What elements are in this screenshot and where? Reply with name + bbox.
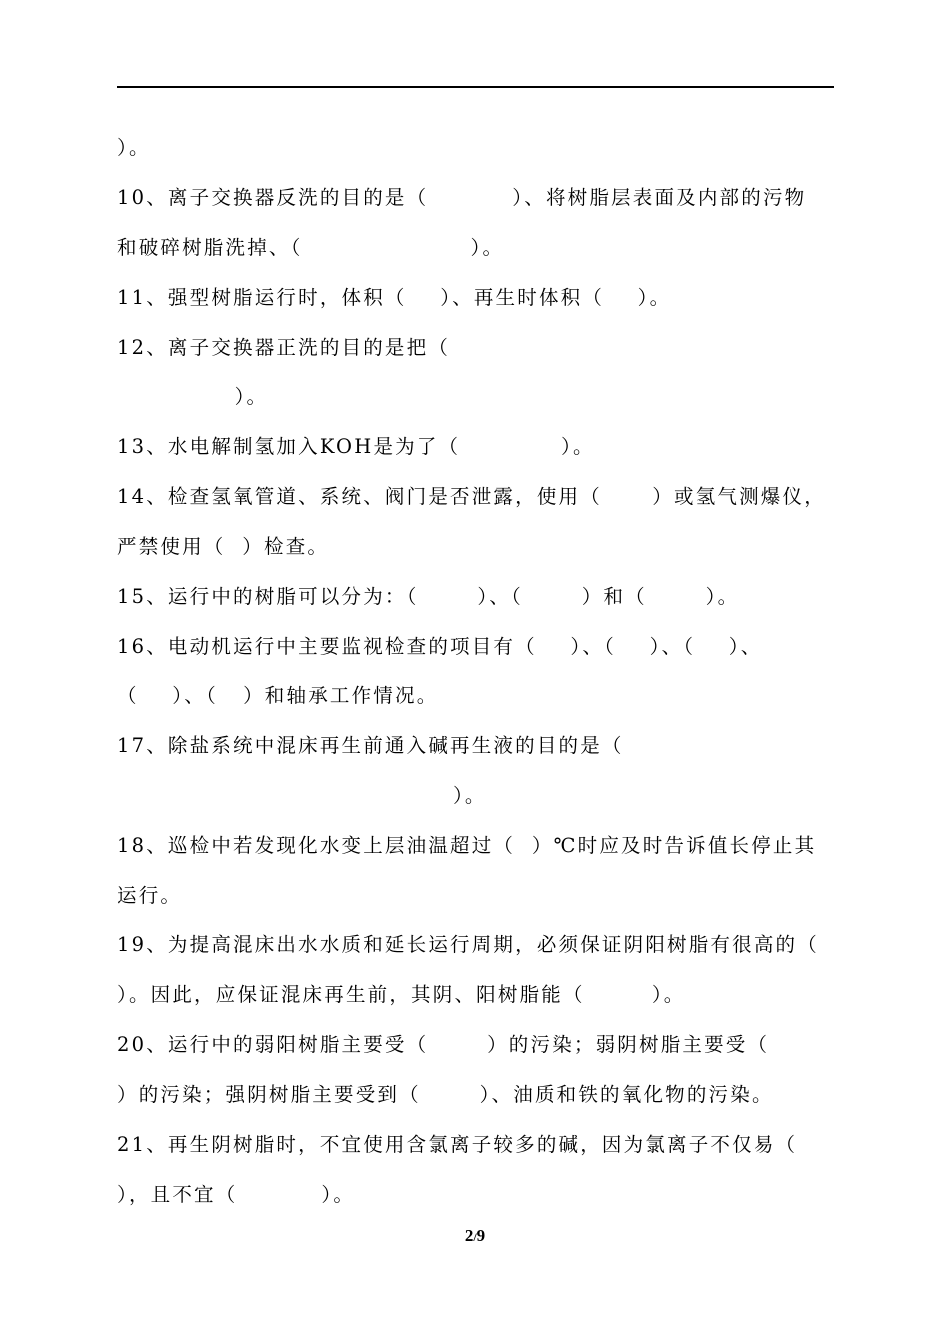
page-total: 9 <box>476 1226 486 1245</box>
text-line: 和破碎树脂洗掉、（ ）。 <box>117 236 505 259</box>
page-separator: / <box>473 1230 477 1244</box>
text-line: ）。 <box>117 784 487 807</box>
text-line: （ ）、（ ）和轴承工作情况。 <box>117 684 439 707</box>
text-line: ）。 <box>117 385 269 408</box>
question-15: 15、运行中的树脂可以分为：（ ）、（ ）和（ ）。 <box>117 585 740 608</box>
question-18: 18、巡检中若发现化水变上层油温超过（ ）℃时应及时告诉值长停止其 <box>117 834 817 857</box>
question-12: 12、离子交换器正洗的目的是把（ <box>117 336 451 359</box>
question-11: 11、强型树脂运行时，体积（ ）、再生时体积（ ）。 <box>117 286 672 309</box>
question-10: 10、离子交换器反洗的目的是（ ）、将树脂层表面及内部的污物 <box>117 186 807 209</box>
page-current: 2 <box>464 1226 474 1245</box>
question-13: 13、水电解制氢加入KOH是为了（ ）。 <box>117 435 595 458</box>
page-number <box>0 1226 950 1246</box>
text-line: ）。 <box>117 136 151 159</box>
question-17: 17、除盐系统中混床再生前通入碱再生液的目的是（ <box>117 734 624 757</box>
question-14: 14、检查氢氧管道、系统、阀门是否泄露，使用（ ）或氢气测爆仪， <box>117 485 826 508</box>
text-line: 运行。 <box>117 884 183 907</box>
text-line: ）。因此，应保证混床再生前，其阴、阳树脂能（ ）。 <box>117 983 686 1006</box>
text-line: ）的污染；强阴树脂主要受到（ ）、油质和铁的氧化物的污染。 <box>117 1083 774 1106</box>
header-rule <box>117 86 834 88</box>
question-20: 20、运行中的弱阳树脂主要受（ ）的污染；弱阴树脂主要受（ <box>117 1033 770 1056</box>
question-16: 16、电动机运行中主要监视检查的项目有（ ）、（ ）、（ ）、 <box>117 635 763 658</box>
question-21: 21、再生阴树脂时，不宜使用含氯离子较多的碱，因为氯离子不仅易（ <box>117 1133 798 1156</box>
question-19: 19、为提高混床出水水质和延长运行周期，必须保证阴阳树脂有很高的（ <box>117 933 819 956</box>
text-line: 严禁使用（ ）检查。 <box>117 535 330 558</box>
text-line: ），且不宜（ ）。 <box>117 1183 356 1206</box>
